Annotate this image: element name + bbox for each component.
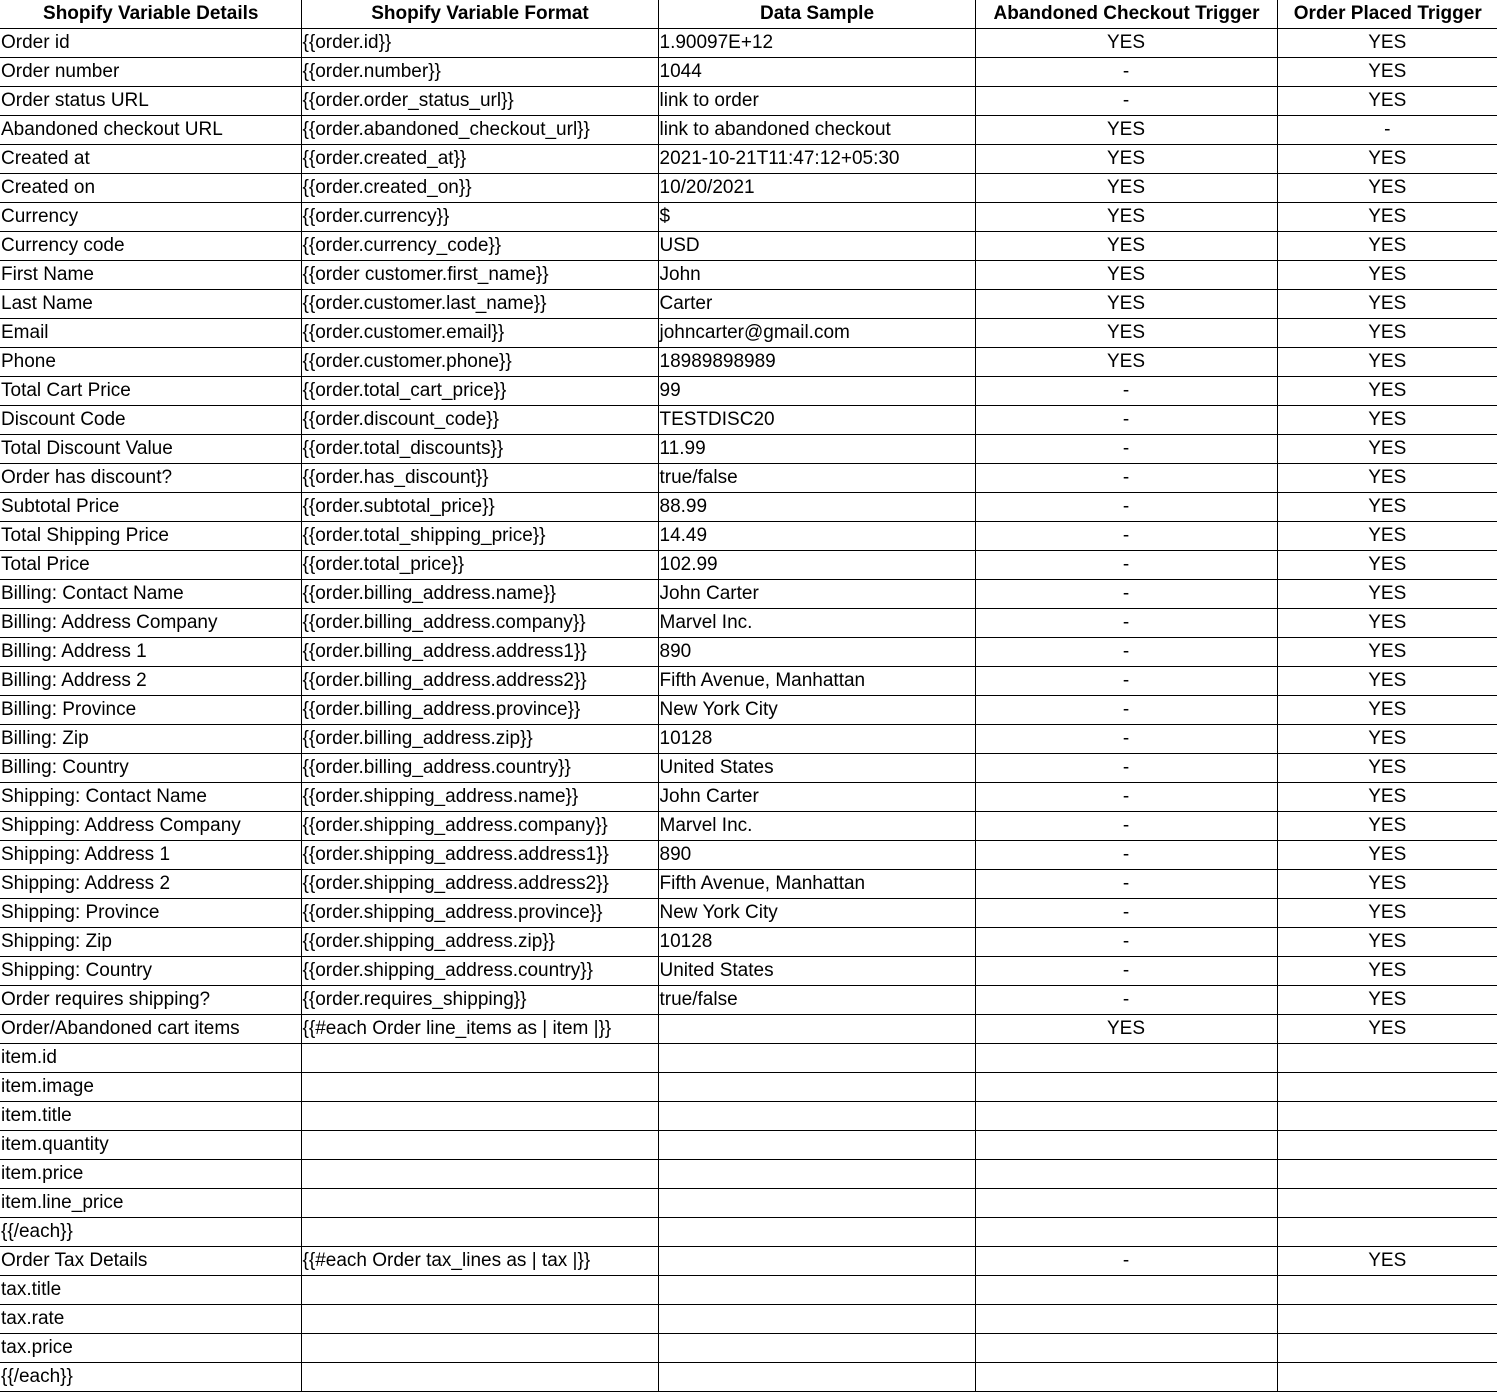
data-sample-cell[interactable]: 890 xyxy=(658,841,975,870)
order-placed-cell[interactable] xyxy=(1277,1102,1497,1131)
order-placed-cell[interactable]: YES xyxy=(1277,290,1497,319)
order-placed-cell[interactable] xyxy=(1277,1276,1497,1305)
table-row xyxy=(0,1015,1497,1044)
table-row xyxy=(0,1044,1497,1073)
order-placed-cell[interactable]: YES xyxy=(1277,957,1497,986)
table-row xyxy=(0,1160,1497,1189)
abandoned-checkout-cell[interactable]: - xyxy=(975,841,1277,870)
table-body xyxy=(0,29,1497,1392)
header-data-sample[interactable]: Data Sample xyxy=(658,0,975,29)
table-row xyxy=(0,609,1497,638)
abandoned-checkout-cell[interactable] xyxy=(975,1276,1277,1305)
variable-details-cell[interactable]: Billing: Contact Name xyxy=(0,580,301,609)
order-placed-cell[interactable] xyxy=(1277,1160,1497,1189)
abandoned-checkout-cell[interactable] xyxy=(975,1334,1277,1363)
table-row xyxy=(0,1189,1497,1218)
abandoned-checkout-cell[interactable] xyxy=(975,1073,1277,1102)
table-row xyxy=(0,783,1497,812)
data-sample-cell[interactable]: 1044 xyxy=(658,58,975,87)
table-row xyxy=(0,754,1497,783)
table-row xyxy=(0,899,1497,928)
data-sample-cell[interactable]: 10128 xyxy=(658,725,975,754)
variable-details-cell[interactable]: Shipping: Province xyxy=(0,899,301,928)
abandoned-checkout-cell[interactable]: - xyxy=(975,899,1277,928)
variable-format-cell[interactable]: {{#each Order tax_lines as | tax |}} xyxy=(301,1247,658,1276)
variable-format-cell[interactable]: {{order.shipping_address.country}} xyxy=(301,957,658,986)
variable-details-cell[interactable]: Order Tax Details xyxy=(0,1247,301,1276)
variable-details-cell[interactable]: First Name xyxy=(0,261,301,290)
variable-details-cell[interactable]: Created on xyxy=(0,174,301,203)
variable-details-cell[interactable]: item.image xyxy=(0,1073,301,1102)
order-placed-cell[interactable] xyxy=(1277,1305,1497,1334)
abandoned-checkout-cell[interactable]: - xyxy=(975,58,1277,87)
table-row xyxy=(0,638,1497,667)
variable-details-cell[interactable]: Subtotal Price xyxy=(0,493,301,522)
data-sample-cell[interactable]: Fifth Avenue, Manhattan xyxy=(658,667,975,696)
order-placed-cell[interactable]: YES xyxy=(1277,783,1497,812)
data-sample-cell[interactable]: 11.99 xyxy=(658,435,975,464)
order-placed-cell[interactable]: YES xyxy=(1277,841,1497,870)
variable-details-cell[interactable]: Currency xyxy=(0,203,301,232)
table-row xyxy=(0,522,1497,551)
abandoned-checkout-cell[interactable]: YES xyxy=(975,116,1277,145)
header-variable-details[interactable]: Shopify Variable Details xyxy=(0,0,301,29)
order-placed-cell[interactable]: YES xyxy=(1277,638,1497,667)
table-row xyxy=(0,406,1497,435)
variable-format-cell[interactable] xyxy=(301,1189,658,1218)
table-row xyxy=(0,551,1497,580)
variable-format-cell[interactable] xyxy=(301,1218,658,1247)
variable-format-cell[interactable] xyxy=(301,1305,658,1334)
variable-details-cell[interactable]: item.quantity xyxy=(0,1131,301,1160)
variable-format-cell[interactable]: {{order.abandoned_checkout_url}} xyxy=(301,116,658,145)
abandoned-checkout-cell[interactable] xyxy=(975,1189,1277,1218)
abandoned-checkout-cell[interactable]: - xyxy=(975,435,1277,464)
order-placed-cell[interactable]: YES xyxy=(1277,261,1497,290)
variable-details-cell[interactable]: Abandoned checkout URL xyxy=(0,116,301,145)
variable-format-cell[interactable]: {{order.billing_address.company}} xyxy=(301,609,658,638)
abandoned-checkout-cell[interactable]: YES xyxy=(975,261,1277,290)
variable-details-cell[interactable]: Billing: Country xyxy=(0,754,301,783)
abandoned-checkout-cell[interactable]: - xyxy=(975,464,1277,493)
data-sample-cell[interactable]: 88.99 xyxy=(658,493,975,522)
data-sample-cell[interactable]: 14.49 xyxy=(658,522,975,551)
abandoned-checkout-cell[interactable]: - xyxy=(975,783,1277,812)
variable-format-cell[interactable]: {{order.billing_address.zip}} xyxy=(301,725,658,754)
order-placed-cell[interactable] xyxy=(1277,1044,1497,1073)
data-sample-cell[interactable]: John Carter xyxy=(658,580,975,609)
data-sample-cell[interactable]: Marvel Inc. xyxy=(658,609,975,638)
variable-format-cell[interactable]: {{order customer.first_name}} xyxy=(301,261,658,290)
variable-details-cell[interactable]: Billing: Province xyxy=(0,696,301,725)
data-sample-cell[interactable] xyxy=(658,1276,975,1305)
order-placed-cell[interactable] xyxy=(1277,1131,1497,1160)
table-row xyxy=(0,986,1497,1015)
order-placed-cell[interactable]: YES xyxy=(1277,377,1497,406)
data-sample-cell[interactable]: 10128 xyxy=(658,928,975,957)
variable-details-cell[interactable]: tax.title xyxy=(0,1276,301,1305)
order-placed-cell[interactable]: YES xyxy=(1277,551,1497,580)
variable-details-cell[interactable]: Shipping: Contact Name xyxy=(0,783,301,812)
variable-details-cell[interactable]: Shipping: Address 2 xyxy=(0,870,301,899)
variable-details-cell[interactable]: item.line_price xyxy=(0,1189,301,1218)
data-sample-cell[interactable]: link to abandoned checkout xyxy=(658,116,975,145)
data-sample-cell[interactable]: John Carter xyxy=(658,783,975,812)
abandoned-checkout-cell[interactable]: - xyxy=(975,638,1277,667)
data-sample-cell[interactable]: johncarter@gmail.com xyxy=(658,319,975,348)
data-sample-cell[interactable] xyxy=(658,1363,975,1392)
abandoned-checkout-cell[interactable]: - xyxy=(975,928,1277,957)
variable-format-cell[interactable]: {{order.currency_code}} xyxy=(301,232,658,261)
variable-details-cell[interactable]: Total Cart Price xyxy=(0,377,301,406)
variable-details-cell[interactable]: Shipping: Zip xyxy=(0,928,301,957)
order-placed-cell[interactable] xyxy=(1277,1334,1497,1363)
table-row xyxy=(0,1276,1497,1305)
variable-format-cell[interactable]: {{order.number}} xyxy=(301,58,658,87)
table-row xyxy=(0,290,1497,319)
data-sample-cell[interactable]: 2021-10-21T11:47:12+05:30 xyxy=(658,145,975,174)
variable-details-cell[interactable]: Billing: Address 1 xyxy=(0,638,301,667)
order-placed-cell[interactable]: YES xyxy=(1277,203,1497,232)
data-sample-cell[interactable]: John xyxy=(658,261,975,290)
abandoned-checkout-cell[interactable] xyxy=(975,1131,1277,1160)
variable-format-cell[interactable]: {{order.billing_address.province}} xyxy=(301,696,658,725)
abandoned-checkout-cell[interactable]: - xyxy=(975,377,1277,406)
variable-details-cell[interactable]: Shipping: Address 1 xyxy=(0,841,301,870)
variable-details-cell[interactable]: Order requires shipping? xyxy=(0,986,301,1015)
abandoned-checkout-cell[interactable]: YES xyxy=(975,203,1277,232)
data-sample-cell[interactable] xyxy=(658,1218,975,1247)
variable-format-cell[interactable]: {{order.total_shipping_price}} xyxy=(301,522,658,551)
variable-details-cell[interactable]: Billing: Address Company xyxy=(0,609,301,638)
data-sample-cell[interactable]: link to order xyxy=(658,87,975,116)
order-placed-cell[interactable]: YES xyxy=(1277,667,1497,696)
data-sample-cell[interactable] xyxy=(658,1305,975,1334)
abandoned-checkout-cell[interactable]: - xyxy=(975,609,1277,638)
variable-format-cell[interactable]: {{order.total_cart_price}} xyxy=(301,377,658,406)
table-row xyxy=(0,580,1497,609)
data-sample-cell[interactable]: true/false xyxy=(658,464,975,493)
variable-format-cell[interactable]: {{order.billing_address.address1}} xyxy=(301,638,658,667)
table-row xyxy=(0,174,1497,203)
variable-format-cell[interactable]: {{order.requires_shipping}} xyxy=(301,986,658,1015)
order-placed-cell[interactable]: YES xyxy=(1277,29,1497,58)
data-sample-cell[interactable]: 99 xyxy=(658,377,975,406)
order-placed-cell[interactable]: YES xyxy=(1277,1247,1497,1276)
table-row xyxy=(0,957,1497,986)
variable-format-cell[interactable]: {{order.created_on}} xyxy=(301,174,658,203)
data-sample-cell[interactable] xyxy=(658,1247,975,1276)
table-row xyxy=(0,261,1497,290)
data-sample-cell[interactable]: 890 xyxy=(658,638,975,667)
data-sample-cell[interactable] xyxy=(658,1073,975,1102)
variable-format-cell[interactable]: {{order.shipping_address.zip}} xyxy=(301,928,658,957)
variable-format-cell[interactable]: {{order.has_discount}} xyxy=(301,464,658,493)
variable-format-cell[interactable]: {{order.order_status_url}} xyxy=(301,87,658,116)
variable-format-cell[interactable] xyxy=(301,1044,658,1073)
variable-details-cell[interactable]: Total Shipping Price xyxy=(0,522,301,551)
order-placed-cell[interactable]: YES xyxy=(1277,319,1497,348)
abandoned-checkout-cell[interactable]: - xyxy=(975,754,1277,783)
data-sample-cell[interactable]: 18989898989 xyxy=(658,348,975,377)
variable-format-cell[interactable]: {{order.total_discounts}} xyxy=(301,435,658,464)
variable-details-cell[interactable]: Shipping: Country xyxy=(0,957,301,986)
variable-format-cell[interactable]: {{order.billing_address.name}} xyxy=(301,580,658,609)
data-sample-cell[interactable]: true/false xyxy=(658,986,975,1015)
table-row xyxy=(0,29,1497,58)
variable-details-cell[interactable]: Phone xyxy=(0,348,301,377)
table-row xyxy=(0,464,1497,493)
table-row xyxy=(0,319,1497,348)
table-row xyxy=(0,725,1497,754)
variable-format-cell[interactable] xyxy=(301,1073,658,1102)
variable-format-cell[interactable]: {{order.shipping_address.name}} xyxy=(301,783,658,812)
variable-details-cell[interactable]: Total Discount Value xyxy=(0,435,301,464)
variable-format-cell[interactable]: {{order.customer.email}} xyxy=(301,319,658,348)
variable-details-cell[interactable]: Order number xyxy=(0,58,301,87)
variable-format-cell[interactable]: {{order.total_price}} xyxy=(301,551,658,580)
data-sample-cell[interactable]: Fifth Avenue, Manhattan xyxy=(658,870,975,899)
abandoned-checkout-cell[interactable]: - xyxy=(975,406,1277,435)
abandoned-checkout-cell[interactable]: - xyxy=(975,1247,1277,1276)
table-row xyxy=(0,203,1497,232)
variable-format-cell[interactable]: {{order.discount_code}} xyxy=(301,406,658,435)
abandoned-checkout-cell[interactable]: - xyxy=(975,812,1277,841)
table-row xyxy=(0,667,1497,696)
abandoned-checkout-cell[interactable]: - xyxy=(975,957,1277,986)
order-placed-cell[interactable] xyxy=(1277,1073,1497,1102)
data-sample-cell[interactable] xyxy=(658,1015,975,1044)
data-sample-cell[interactable]: United States xyxy=(658,754,975,783)
data-sample-cell[interactable]: 10/20/2021 xyxy=(658,174,975,203)
abandoned-checkout-cell[interactable]: - xyxy=(975,493,1277,522)
table-row xyxy=(0,116,1497,145)
variable-format-cell[interactable] xyxy=(301,1276,658,1305)
order-placed-cell[interactable]: YES xyxy=(1277,725,1497,754)
table-row xyxy=(0,348,1497,377)
table-row xyxy=(0,1334,1497,1363)
order-placed-cell[interactable]: YES xyxy=(1277,1015,1497,1044)
abandoned-checkout-cell[interactable]: YES xyxy=(975,348,1277,377)
variable-details-cell[interactable]: Discount Code xyxy=(0,406,301,435)
variable-format-cell[interactable]: {{#each Order line_items as | item |}} xyxy=(301,1015,658,1044)
order-placed-cell[interactable]: YES xyxy=(1277,174,1497,203)
variable-format-cell[interactable] xyxy=(301,1102,658,1131)
order-placed-cell[interactable]: YES xyxy=(1277,754,1497,783)
table-row xyxy=(0,377,1497,406)
table-row xyxy=(0,1247,1497,1276)
order-placed-cell[interactable]: YES xyxy=(1277,493,1497,522)
order-placed-cell[interactable] xyxy=(1277,1363,1497,1392)
abandoned-checkout-cell[interactable]: - xyxy=(975,580,1277,609)
table-row xyxy=(0,1218,1497,1247)
variable-format-cell[interactable] xyxy=(301,1131,658,1160)
table-header xyxy=(0,0,1497,29)
abandoned-checkout-cell[interactable]: - xyxy=(975,870,1277,899)
variable-details-cell[interactable]: Total Price xyxy=(0,551,301,580)
table-row xyxy=(0,696,1497,725)
data-sample-cell[interactable]: 1.90097E+12 xyxy=(658,29,975,58)
variable-format-cell[interactable]: {{order.billing_address.country}} xyxy=(301,754,658,783)
variable-details-cell[interactable]: item.title xyxy=(0,1102,301,1131)
order-placed-cell[interactable]: YES xyxy=(1277,58,1497,87)
variable-details-cell[interactable]: Order/Abandoned cart items xyxy=(0,1015,301,1044)
order-placed-cell[interactable]: YES xyxy=(1277,406,1497,435)
variable-details-cell[interactable]: tax.price xyxy=(0,1334,301,1363)
abandoned-checkout-cell[interactable] xyxy=(975,1102,1277,1131)
order-placed-cell[interactable]: YES xyxy=(1277,609,1497,638)
table-row xyxy=(0,841,1497,870)
table-row xyxy=(0,928,1497,957)
data-sample-cell[interactable]: $ xyxy=(658,203,975,232)
order-placed-cell[interactable]: YES xyxy=(1277,435,1497,464)
variable-format-cell[interactable]: {{order.shipping_address.address2}} xyxy=(301,870,658,899)
table-row xyxy=(0,145,1497,174)
table-row xyxy=(0,1305,1497,1334)
data-sample-cell[interactable] xyxy=(658,1102,975,1131)
order-placed-cell[interactable] xyxy=(1277,1218,1497,1247)
order-placed-cell[interactable]: YES xyxy=(1277,87,1497,116)
table-row xyxy=(0,1102,1497,1131)
variable-format-cell[interactable]: {{order.customer.phone}} xyxy=(301,348,658,377)
abandoned-checkout-cell[interactable]: - xyxy=(975,667,1277,696)
variable-format-cell[interactable]: {{order.subtotal_price}} xyxy=(301,493,658,522)
variable-details-cell[interactable]: tax.rate xyxy=(0,1305,301,1334)
order-placed-cell[interactable]: YES xyxy=(1277,522,1497,551)
abandoned-checkout-cell[interactable]: - xyxy=(975,986,1277,1015)
order-placed-cell[interactable]: YES xyxy=(1277,348,1497,377)
variable-format-cell[interactable]: {{order.billing_address.address2}} xyxy=(301,667,658,696)
variable-details-cell[interactable]: Last Name xyxy=(0,290,301,319)
table-row xyxy=(0,232,1497,261)
abandoned-checkout-cell[interactable]: - xyxy=(975,725,1277,754)
abandoned-checkout-cell[interactable]: YES xyxy=(975,29,1277,58)
order-placed-cell[interactable]: YES xyxy=(1277,145,1497,174)
table-row xyxy=(0,812,1497,841)
variable-details-cell[interactable]: Email xyxy=(0,319,301,348)
data-sample-cell[interactable]: 102.99 xyxy=(658,551,975,580)
abandoned-checkout-cell[interactable]: YES xyxy=(975,319,1277,348)
order-placed-cell[interactable]: YES xyxy=(1277,899,1497,928)
order-placed-cell[interactable]: YES xyxy=(1277,580,1497,609)
data-sample-cell[interactable] xyxy=(658,1160,975,1189)
order-placed-cell[interactable] xyxy=(1277,1189,1497,1218)
table-row xyxy=(0,493,1497,522)
abandoned-checkout-cell[interactable]: - xyxy=(975,551,1277,580)
data-sample-cell[interactable]: New York City xyxy=(658,899,975,928)
variable-details-cell[interactable]: item.price xyxy=(0,1160,301,1189)
data-sample-cell[interactable] xyxy=(658,1334,975,1363)
variable-format-cell[interactable]: {{order.created_at}} xyxy=(301,145,658,174)
data-sample-cell[interactable]: TESTDISC20 xyxy=(658,406,975,435)
header-order-placed-trigger[interactable]: Order Placed Trigger xyxy=(1277,0,1497,29)
variable-format-cell[interactable] xyxy=(301,1334,658,1363)
abandoned-checkout-cell[interactable]: YES xyxy=(975,232,1277,261)
variable-details-cell[interactable]: {{/each}} xyxy=(0,1363,301,1392)
variable-format-cell[interactable]: {{order.shipping_address.company}} xyxy=(301,812,658,841)
table-row xyxy=(0,1073,1497,1102)
variable-details-cell[interactable]: item.id xyxy=(0,1044,301,1073)
variable-format-cell[interactable]: {{order.shipping_address.province}} xyxy=(301,899,658,928)
variable-format-cell[interactable]: {{order.shipping_address.address1}} xyxy=(301,841,658,870)
variable-details-cell[interactable]: Shipping: Address Company xyxy=(0,812,301,841)
table-row xyxy=(0,1131,1497,1160)
abandoned-checkout-cell[interactable]: YES xyxy=(975,1015,1277,1044)
abandoned-checkout-cell[interactable] xyxy=(975,1160,1277,1189)
order-placed-cell[interactable]: YES xyxy=(1277,870,1497,899)
table-row xyxy=(0,435,1497,464)
variable-format-cell[interactable]: {{order.id}} xyxy=(301,29,658,58)
abandoned-checkout-cell[interactable]: YES xyxy=(975,290,1277,319)
order-placed-cell[interactable]: YES xyxy=(1277,232,1497,261)
abandoned-checkout-cell[interactable] xyxy=(975,1305,1277,1334)
abandoned-checkout-cell[interactable] xyxy=(975,1218,1277,1247)
data-sample-cell[interactable]: Carter xyxy=(658,290,975,319)
variable-format-cell[interactable]: {{order.customer.last_name}} xyxy=(301,290,658,319)
variable-details-cell[interactable]: Order has discount? xyxy=(0,464,301,493)
order-placed-cell[interactable]: YES xyxy=(1277,986,1497,1015)
table-row xyxy=(0,870,1497,899)
abandoned-checkout-cell[interactable]: - xyxy=(975,522,1277,551)
variable-details-cell[interactable]: Order id xyxy=(0,29,301,58)
abandoned-checkout-cell[interactable]: - xyxy=(975,696,1277,725)
data-sample-cell[interactable] xyxy=(658,1044,975,1073)
variable-details-cell[interactable]: Created at xyxy=(0,145,301,174)
abandoned-checkout-cell[interactable] xyxy=(975,1363,1277,1392)
variable-details-cell[interactable]: Billing: Zip xyxy=(0,725,301,754)
variable-details-cell[interactable]: Order status URL xyxy=(0,87,301,116)
header-row xyxy=(0,0,1497,29)
order-placed-cell[interactable]: YES xyxy=(1277,464,1497,493)
abandoned-checkout-cell[interactable]: YES xyxy=(975,145,1277,174)
data-sample-cell[interactable] xyxy=(658,1131,975,1160)
header-variable-format[interactable]: Shopify Variable Format xyxy=(301,0,658,29)
variable-details-cell[interactable]: {{/each}} xyxy=(0,1218,301,1247)
order-placed-cell[interactable]: YES xyxy=(1277,696,1497,725)
order-placed-cell[interactable]: - xyxy=(1277,116,1497,145)
abandoned-checkout-cell[interactable]: YES xyxy=(975,174,1277,203)
abandoned-checkout-cell[interactable]: - xyxy=(975,87,1277,116)
data-sample-cell[interactable]: Marvel Inc. xyxy=(658,812,975,841)
data-sample-cell[interactable] xyxy=(658,1189,975,1218)
variable-format-cell[interactable] xyxy=(301,1363,658,1392)
variable-details-cell[interactable]: Currency code xyxy=(0,232,301,261)
order-placed-cell[interactable]: YES xyxy=(1277,812,1497,841)
data-sample-cell[interactable]: USD xyxy=(658,232,975,261)
variable-format-cell[interactable] xyxy=(301,1160,658,1189)
data-sample-cell[interactable]: United States xyxy=(658,957,975,986)
abandoned-checkout-cell[interactable] xyxy=(975,1044,1277,1073)
data-sample-cell[interactable]: New York City xyxy=(658,696,975,725)
order-placed-cell[interactable]: YES xyxy=(1277,928,1497,957)
header-abandoned-checkout-trigger[interactable]: Abandoned Checkout Trigger xyxy=(975,0,1277,29)
table-row xyxy=(0,58,1497,87)
variable-format-cell[interactable]: {{order.currency}} xyxy=(301,203,658,232)
table-row xyxy=(0,87,1497,116)
variable-details-cell[interactable]: Billing: Address 2 xyxy=(0,667,301,696)
table-row xyxy=(0,1363,1497,1392)
